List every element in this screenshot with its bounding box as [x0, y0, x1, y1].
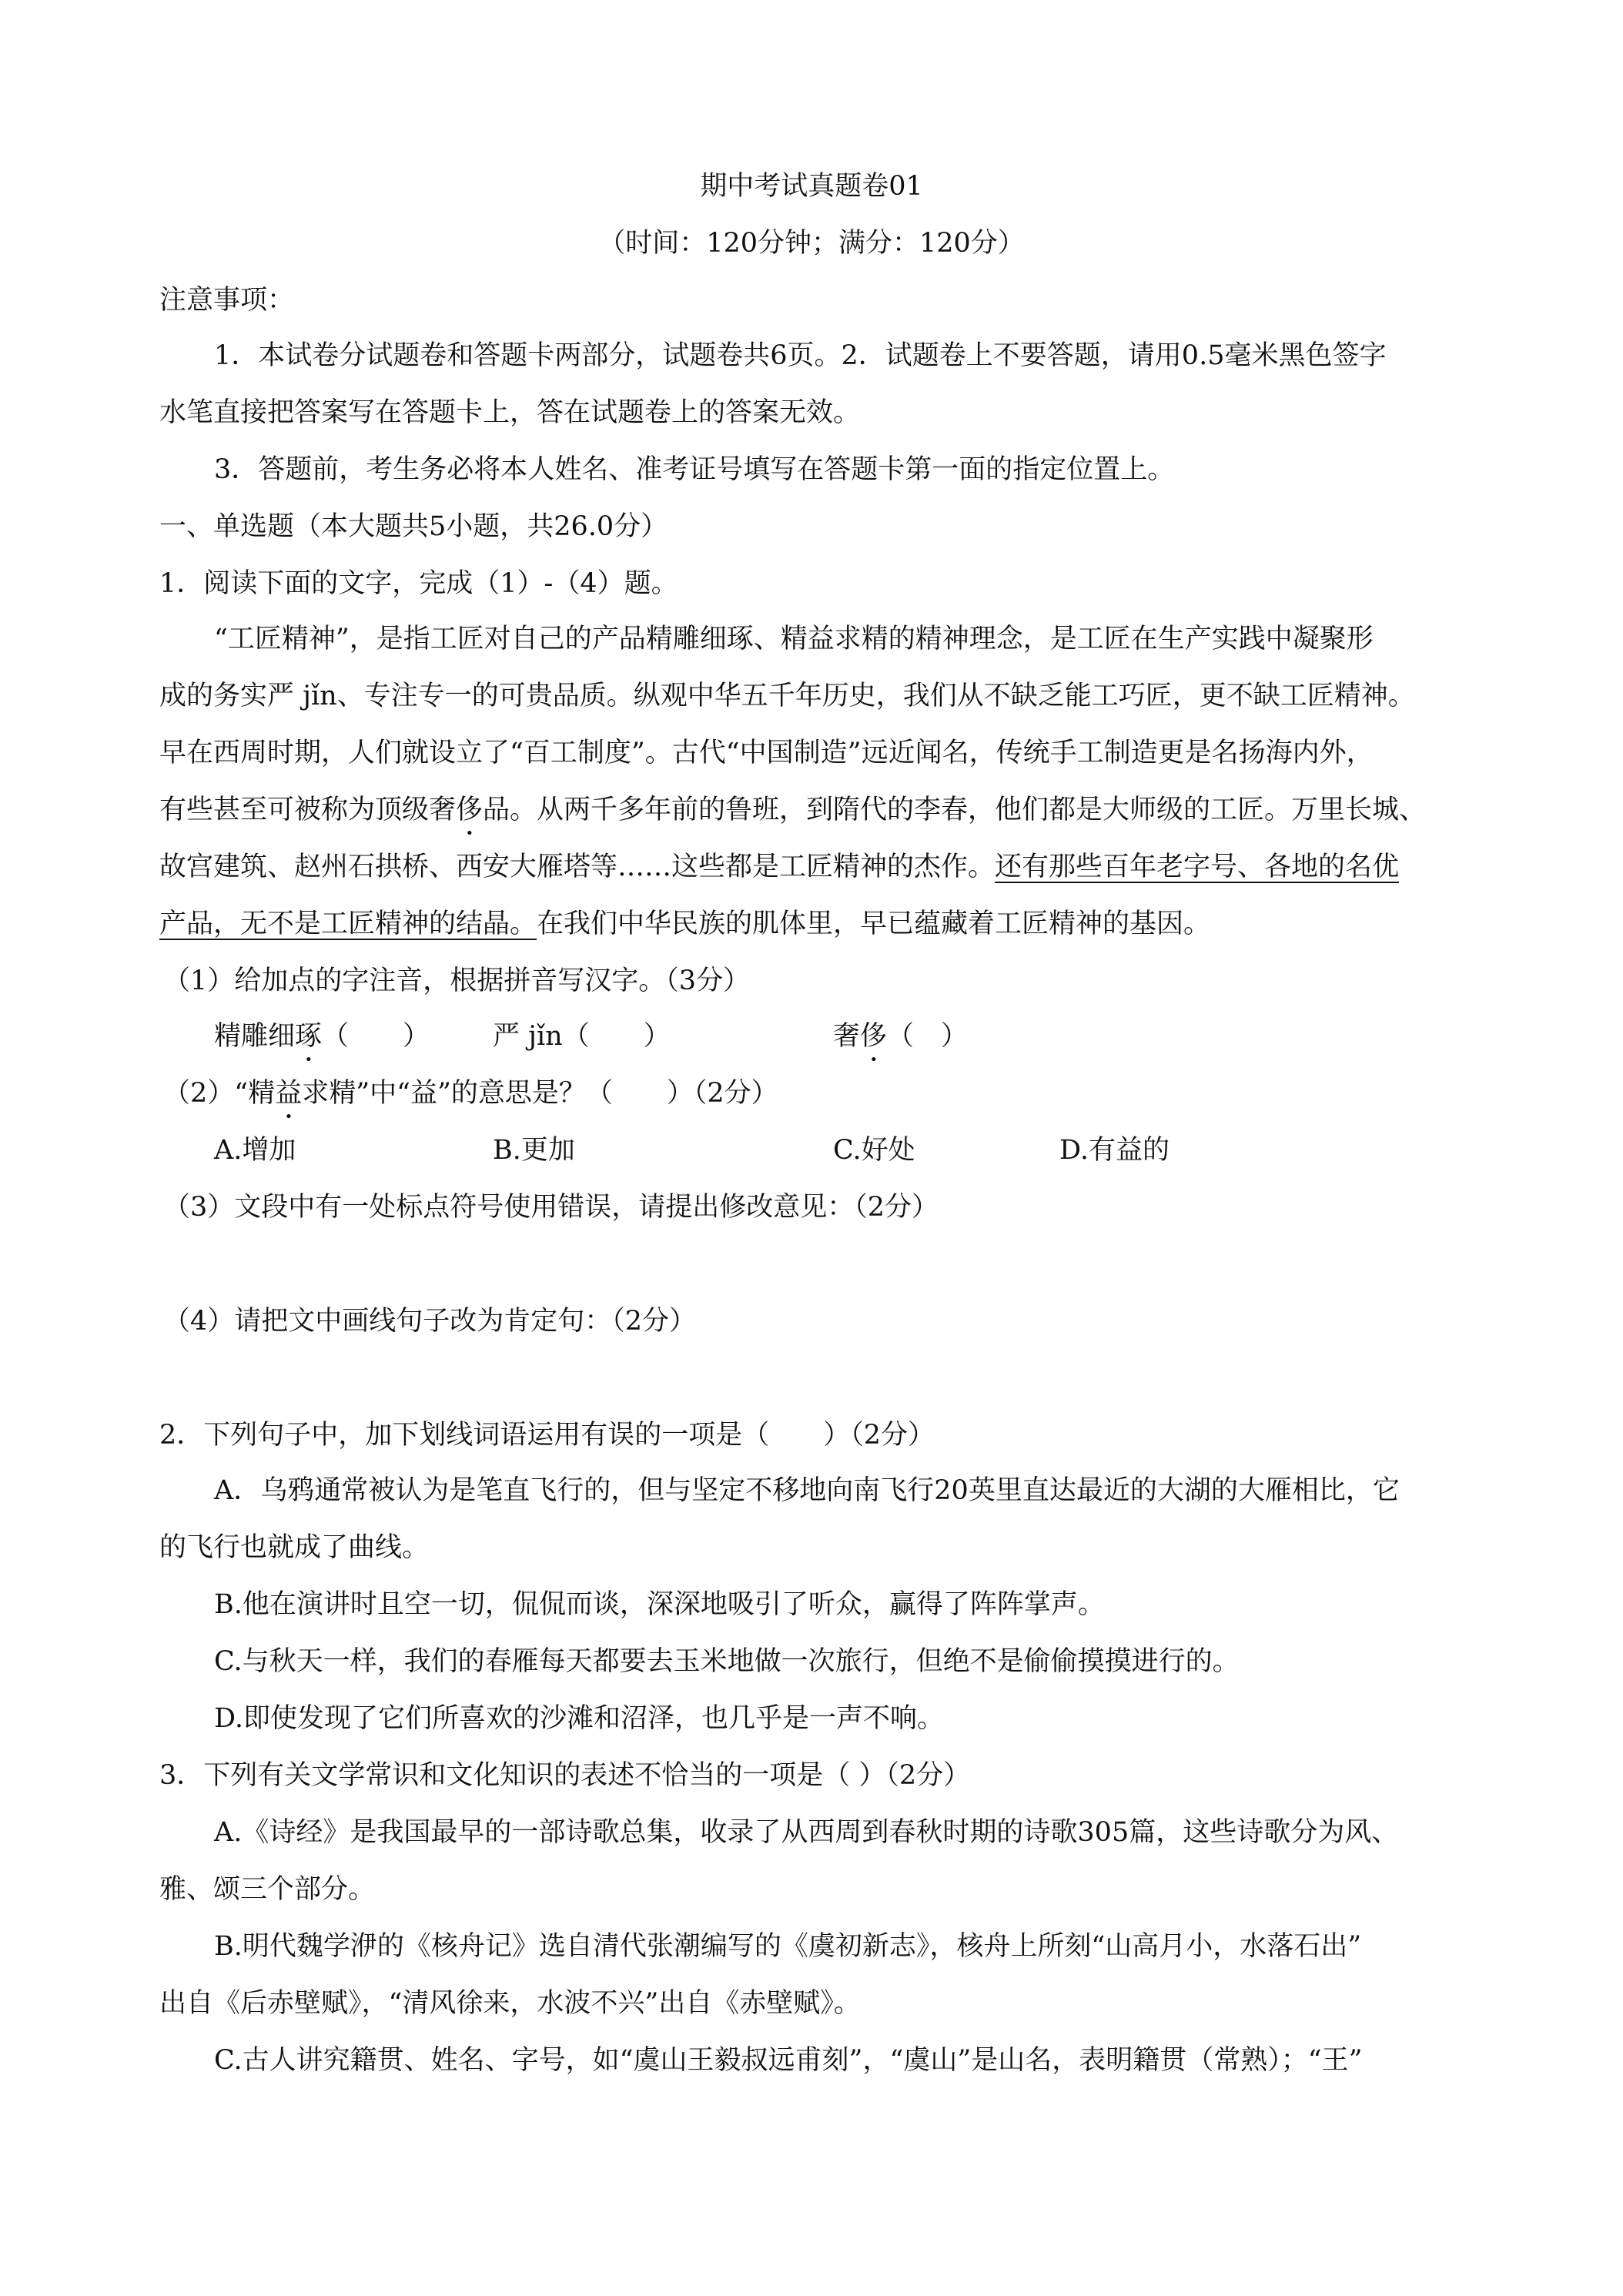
question-2-stem: 2．下列句子中，加下划线词语运用有误的一项是（ ）（2分） — [159, 1420, 935, 1451]
subquestion-2-text-a: （2）“精 — [163, 1078, 276, 1109]
underlined-sentence-part-1: 还有那些百年老字号、各地的名优 — [995, 852, 1400, 882]
item-c-text: 奢 — [833, 1021, 861, 1052]
subquestion-1-item-c — [833, 1017, 968, 1068]
option-c: C.好处 — [833, 1135, 915, 1166]
passage-line-3: 早在西周时期，人们就设立了“百工制度”。古代“中国制造”远近闻名，传统手工制造更是名扬海内外， — [159, 738, 1374, 768]
subquestion-1: （1）给加点的字注音，根据拼音写汉字。（3分） — [163, 966, 751, 996]
passage-line-6 — [159, 905, 1210, 943]
question-3-option-a-line-1: A.《诗经》是我国最早的一部诗歌总集，收录了从西周到春秋时期的诗歌305篇，这些诗歌分为风、 — [214, 1817, 1399, 1848]
dotted-char-chi: 侈 — [456, 795, 484, 825]
question-3-option-a-line-2: 雅、颂三个部分。 — [159, 1874, 376, 1905]
question-3-option-b-line-1: B.明代魏学洢的《核舟记》选自清代张潮编写的《虞初新志》，核舟上所刻“山高月小，水落石出” — [214, 1931, 1362, 1962]
passage-line-2: 成的务实严 jǐn、专注专一的可贵品质。纵观中华五千年历史，我们从不缺乏能工巧匠，更不缺工匠精神。 — [159, 681, 1415, 711]
question-1-stem: 1．阅读下面的文字，完成（1）-（4）题。 — [159, 568, 678, 599]
passage-line-5-text: 故宫建筑、赵州石拱桥、西安大雁塔等……这些都是工匠精神的杰作。 — [159, 852, 996, 882]
question-2-option-b: B.他在演讲时且空一切，侃侃而谈，深深地吸引了听众，赢得了阵阵掌声。 — [214, 1589, 1105, 1620]
item-c-blank: （ ） — [887, 1021, 969, 1052]
question-2-option-a-line-1: A．乌鸦通常被认为是笔直飞行的，但与坚定不移地向南飞行20英里直达最近的大湖的大雁相比，它 — [214, 1475, 1400, 1506]
notice-item-1-line-2: 水笔直接把答案写在答题卡上，答在试题卷上的答案无效。 — [159, 397, 861, 428]
question-3-stem: 3．下列有关文学常识和文化知识的表述不恰当的一项是（ ）（2分） — [159, 1760, 971, 1791]
subquestion-3: （3）文段中有一处标点符号使用错误，请提出修改意见：（2分） — [163, 1192, 939, 1223]
question-2-option-d: D.即使发现了它们所喜欢的沙滩和沼泽，也几乎是一声不响。 — [214, 1703, 944, 1734]
notice-item-1-line-1: 1．本试卷分试题卷和答题卡两部分，试题卷共6页。2．试题卷上不要答题，请用0.5毫米黑色签字 — [214, 340, 1387, 371]
question-3-option-c-line-1: C.古人讲究籍贯、姓名、字号，如“虞山王毅叔远甫刻”，“虞山”是山名，表明籍贯（常熟）；“王” — [214, 2045, 1363, 2076]
underlined-sentence-part-2: 产品，无不是工匠精神的结晶。 — [159, 909, 537, 939]
option-d: D.有益的 — [1059, 1135, 1170, 1166]
question-3-option-b-line-2: 出自《后赤壁赋》，“清风徐来，水波不兴”出自《赤壁赋》。 — [159, 1988, 861, 2019]
section-1-heading: 一、单选题（本大题共5小题，共26.0分） — [159, 511, 668, 542]
dotted-char-zhuo: 琢 — [295, 1021, 323, 1052]
exam-subtitle: （时间：120分钟；满分：120分） — [598, 228, 1025, 259]
dotted-char-yi: 益 — [275, 1078, 303, 1109]
subquestion-2 — [163, 1074, 778, 1125]
item-a-text: 精雕细 — [214, 1021, 296, 1052]
item-a-blank: （ ） — [322, 1021, 430, 1052]
option-a: A.增加 — [214, 1135, 296, 1166]
passage-line-1: “工匠精神”，是指工匠对自己的产品精雕细琢、精益求精的精神理念，是工匠在生产实践中凝聚形 — [214, 624, 1374, 654]
option-b: B.更加 — [493, 1135, 575, 1166]
passage-line-4-text-b: 品。从两千多年前的鲁班，到隋代的李春，他们都是大师级的工匠。万里长城、 — [483, 795, 1427, 825]
passage-line-6-text: 在我们中华民族的肌体里，早已蕴藏着工匠精神的基因。 — [537, 909, 1211, 939]
passage-line-5 — [159, 848, 1399, 886]
notice-heading: 注意事项： — [159, 285, 295, 316]
subquestion-1-item-a — [214, 1017, 430, 1068]
question-2-option-c: C.与秋天一样，我们的春雁每天都要去玉米地做一次旅行，但绝不是偷偷摸摸进行的。 — [214, 1646, 1240, 1677]
subquestion-2-text-b: 求精”中“益”的意思是？（ ）（2分） — [302, 1078, 778, 1109]
notice-item-3: 3．答题前，考生务必将本人姓名、准考证号填写在答题卡第一面的指定位置上。 — [214, 454, 1175, 485]
subquestion-1-item-b: 严 jǐn（ ） — [493, 1021, 671, 1052]
passage-line-4-text-a: 有些甚至可被称为顶级奢 — [159, 795, 457, 825]
exam-title: 期中考试真题卷01 — [700, 171, 923, 202]
question-2-option-a-line-2: 的飞行也就成了曲线。 — [159, 1532, 430, 1563]
passage-line-4 — [159, 791, 1426, 842]
subquestion-4: （4）请把文中画线句子改为肯定句：（2分） — [163, 1306, 697, 1337]
dotted-char-chi-2: 侈 — [860, 1021, 888, 1052]
